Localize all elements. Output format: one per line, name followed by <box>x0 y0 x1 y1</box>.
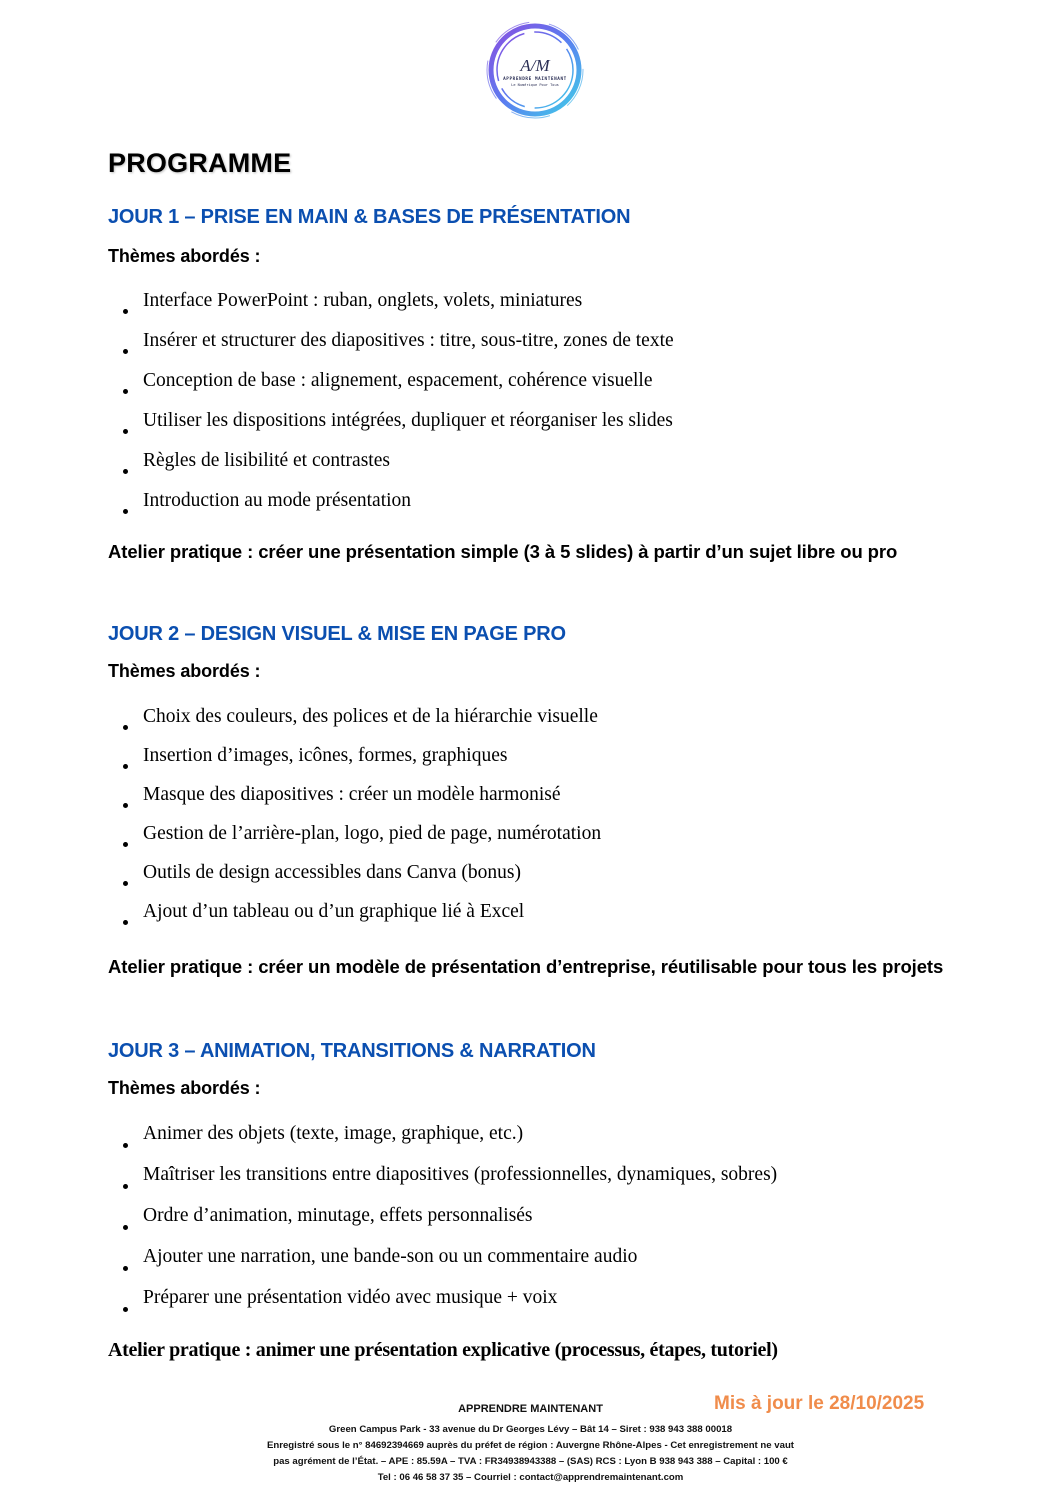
list-item: Interface PowerPoint : ruban, onglets, volets, miniatures <box>120 288 674 328</box>
bullet-icon <box>123 1184 128 1189</box>
bullet-icon <box>123 842 128 847</box>
day-1-topic-list <box>120 288 674 528</box>
list-item: Choix des couleurs, des polices et de la hiérarchie visuelle <box>120 704 601 743</box>
bullet-icon <box>123 920 128 925</box>
footer-registration-2: pas agrément de l’État. – APE : 85.59A – TVA : FR34938943388 – (SAS) RCS : Lyon B 938 943 388 – Capital : 100 € <box>273 1456 788 1467</box>
logo-monogram: A/M <box>520 56 550 75</box>
footer-address: Green Campus Park - 33 avenue du Dr Georges Lévy – Bât 14 – Siret : 938 943 388 00018 <box>328 1424 733 1435</box>
list-item: Animer des objets (texte, image, graphique, etc.) <box>120 1121 777 1162</box>
list-item: Utiliser les dispositions intégrées, dupliquer et réorganiser les slides <box>120 408 674 448</box>
day-1-title: JOUR 1 – PRISE EN MAIN & BASES DE PRÉSENTATION <box>108 206 631 228</box>
bullet-icon <box>123 509 128 514</box>
bullet-icon <box>123 1307 128 1312</box>
list-item: Insérer et structurer des diapositives : titre, sous-titre, zones de texte <box>120 328 674 368</box>
day-2-atelier: Atelier pratique : créer un modèle de présentation d’entreprise, réutilisable pour tous les projets <box>108 956 944 977</box>
bullet-icon <box>123 1225 128 1230</box>
day-1-atelier: Atelier pratique : créer une présentation simple (3 à 5 slides) à partir d’un sujet libre ou pro <box>108 541 898 562</box>
footer-registration-1: Enregistré sous le n° 84692394669 auprès du préfet de région : Auvergne Rhône-Alpes - Cet enregistrement ne vaut <box>266 1440 795 1451</box>
day-2-themes-label: Thèmes abordés : <box>108 661 261 681</box>
day-3-topic-list <box>120 1121 777 1326</box>
day-3-title: JOUR 3 – ANIMATION, TRANSITIONS & NARRATION <box>108 1040 596 1062</box>
bullet-icon <box>123 389 128 394</box>
bullet-icon <box>123 1143 128 1148</box>
updated-date: Mis à jour le 28/10/2025 <box>714 1393 925 1414</box>
logo-tagline: Le Numérique Pour Tous <box>511 83 559 87</box>
logo-name: APPRENDRE MAINTENANT <box>503 77 567 82</box>
bullet-icon <box>123 1266 128 1271</box>
list-item: Masque des diapositives : créer un modèle harmonisé <box>120 782 601 821</box>
list-item: Insertion d’images, icônes, formes, graphiques <box>120 743 601 782</box>
page-title: PROGRAMME <box>108 148 292 178</box>
list-item: Ajout d’un tableau ou d’un graphique lié à Excel <box>120 899 601 938</box>
footer-company: APPRENDRE MAINTENANT <box>458 1403 603 1415</box>
bullet-icon <box>123 349 128 354</box>
footer-contact: Tel : 06 46 58 37 35 – Courriel : contact@apprendremaintenant.com <box>377 1472 684 1483</box>
list-item: Outils de design accessibles dans Canva (bonus) <box>120 860 601 899</box>
list-item: Introduction au mode présentation <box>120 488 674 528</box>
day-2-title: JOUR 2 – DESIGN VISUEL & MISE EN PAGE PRO <box>108 623 566 645</box>
list-item: Règles de lisibilité et contrastes <box>120 448 674 488</box>
day-3-themes-label: Thèmes abordés : <box>108 1078 261 1098</box>
list-item: Conception de base : alignement, espacement, cohérence visuelle <box>120 368 674 408</box>
bullet-icon <box>123 725 128 730</box>
day-2-topic-list <box>120 704 601 938</box>
bullet-icon <box>123 469 128 474</box>
logo <box>485 20 585 120</box>
list-item: Gestion de l’arrière-plan, logo, pied de page, numérotation <box>120 821 601 860</box>
bullet-icon <box>123 764 128 769</box>
day-3-atelier: Atelier pratique : animer une présentation explicative (processus, étapes, tutoriel) <box>108 1339 778 1361</box>
bullet-icon <box>123 803 128 808</box>
list-item: Maîtriser les transitions entre diapositives (professionnelles, dynamiques, sobres) <box>120 1162 777 1203</box>
bullet-icon <box>123 881 128 886</box>
list-item: Ordre d’animation, minutage, effets personnalisés <box>120 1203 777 1244</box>
list-item: Préparer une présentation vidéo avec musique + voix <box>120 1285 777 1326</box>
bullet-icon <box>123 309 128 314</box>
list-item: Ajouter une narration, une bande-son ou un commentaire audio <box>120 1244 777 1285</box>
day-1-themes-label: Thèmes abordés : <box>108 246 261 266</box>
bullet-icon <box>123 429 128 434</box>
